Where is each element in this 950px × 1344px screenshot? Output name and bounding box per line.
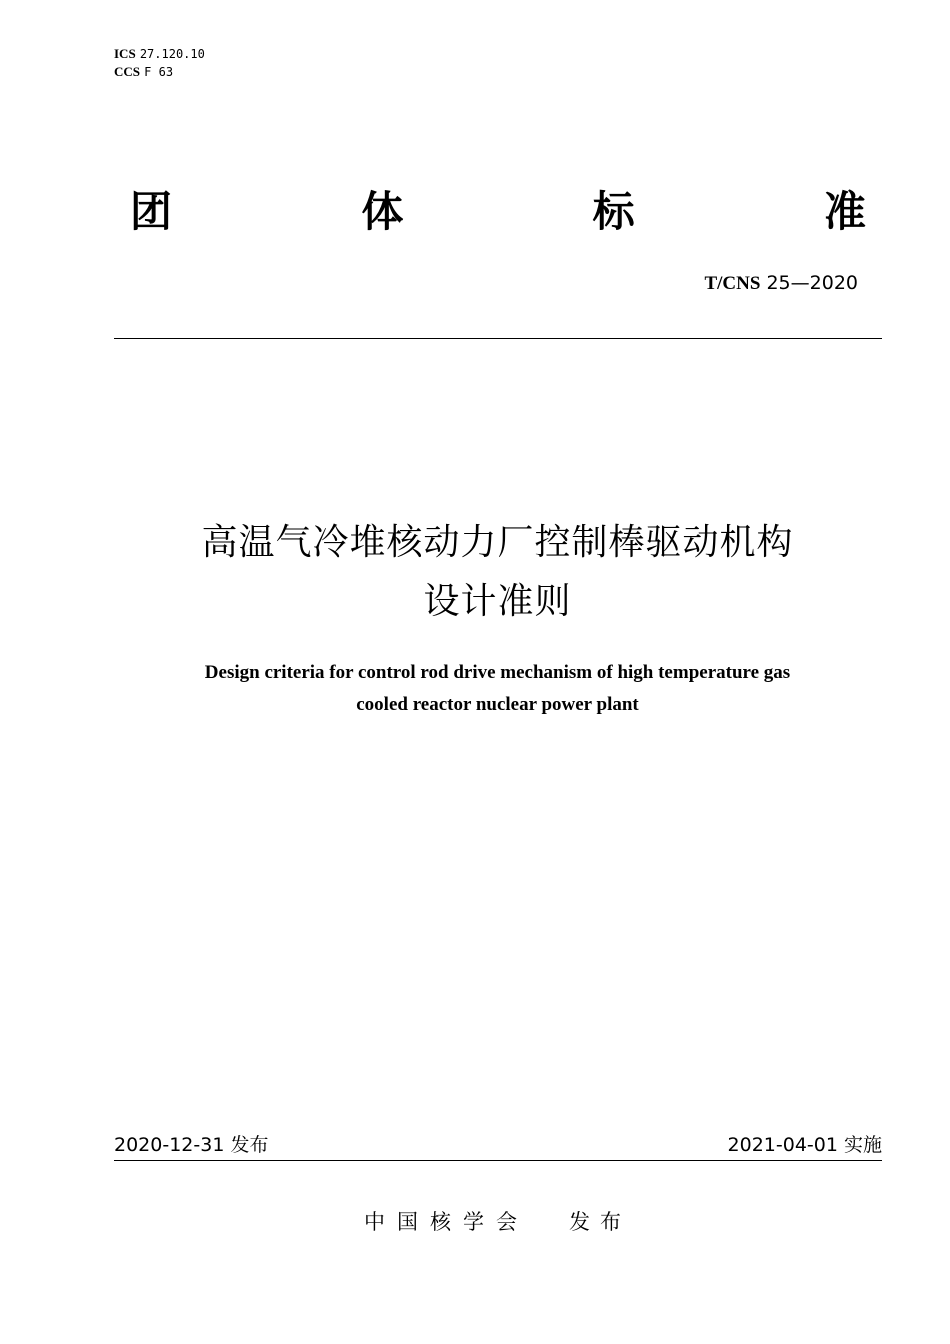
ccs-row [114, 63, 205, 81]
standard-prefix: T/CNS [704, 273, 761, 294]
footer-divider [114, 1160, 882, 1161]
publisher-action: 发布 [569, 1210, 631, 1234]
english-title-line-2: cooled reactor nuclear power plant [356, 694, 639, 715]
ics-row [114, 45, 205, 63]
chinese-title-line-1: 高温气冷堆核动力厂控制棒驱动机构 [201, 522, 794, 563]
ics-code: 27.120.10 [139, 47, 205, 61]
standard-code: 25—2020 [766, 272, 858, 294]
english-title-line-1: Design criteria for control rod drive mechanism of high temperature gas [204, 662, 791, 683]
publisher-line [0, 1206, 950, 1236]
classification-codes [114, 45, 205, 81]
doc-type-char: 体 [361, 187, 404, 236]
document-type-heading [130, 182, 866, 242]
doc-type-char: 准 [823, 187, 866, 236]
doc-type-char: 标 [592, 187, 635, 236]
ics-label: ICS [114, 46, 136, 61]
doc-type-char: 团 [130, 187, 173, 236]
header-divider [114, 338, 882, 339]
ccs-code: F 63 [144, 65, 174, 79]
publisher-name: 中国核学会 [364, 1210, 529, 1234]
standard-number [704, 272, 858, 295]
implementation-date: 2021-04-01 实施 [727, 1134, 882, 1156]
ccs-label: CCS [114, 64, 141, 79]
publish-date: 2020-12-31 发布 [114, 1134, 269, 1156]
chinese-title-line-2: 设计准则 [423, 581, 572, 622]
